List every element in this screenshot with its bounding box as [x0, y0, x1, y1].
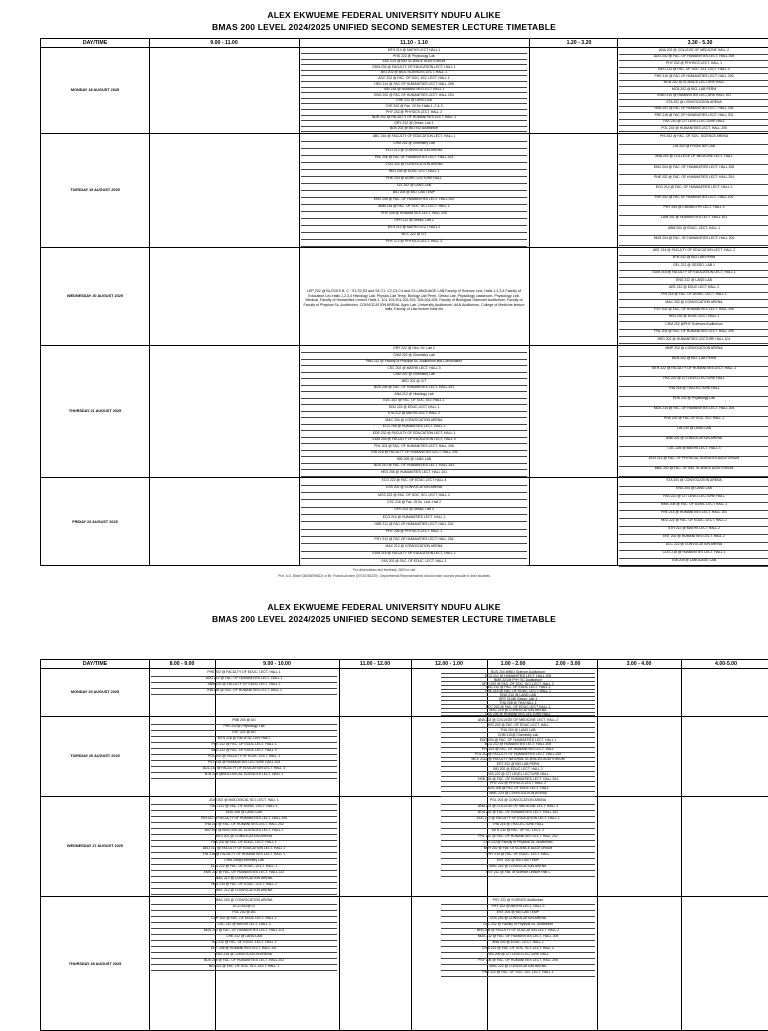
course-entry: CHE 222 @ LANG LAB [301, 98, 527, 104]
course-entry: CPS 222@ Faculty of Physical Sc. Auditorium [441, 840, 595, 847]
course-entry: EDM 216 @ FACULTY OF EDUCATION LECT, HALL 2 [301, 551, 527, 559]
day-label: TUESDAY 26 AUGUST 2025 [70, 754, 120, 758]
course-entry: ENG 210 @ LANG LAB [441, 693, 595, 697]
header-slot-4: 3.30 - 5.30 [687, 40, 713, 46]
page1-header-row [41, 39, 768, 48]
course-entry: CVE 202 @ Fac. Of Sc. Halls 1, 2 & 3 [301, 104, 527, 110]
course-entry: PHS 222 @ Physiology Lab [301, 54, 527, 60]
course-entry: PHS 216 @ FAC OF HUMANITIES LECT. HALL 200 [619, 74, 768, 81]
course-entry: ECO 212 @ HUMANITIES LECT. HALL 205 [441, 674, 595, 678]
course-entry: THA 212 @ FAC. OF HUMANITIES LECT. HALL 202 [151, 822, 337, 829]
course-entry: MTH 222 @ FACULTY OF HUMANITIES LECT. HALL 1 [619, 366, 768, 377]
course-entry: ECO 208 @ HUMANITIES LECT. HALL 1 [301, 424, 527, 431]
course-entry: THA 208 @ THA HALL 1 [441, 701, 595, 705]
course-entry: MTH 232 @ FAC. OF SC. LECT. 2 [441, 828, 595, 835]
course-entry: MTH 202 @ FAC. OF SOC. SCI. LECT. HALL 2 [441, 682, 595, 686]
course-entry: BUS 204 @BIO Science Auditorium [441, 670, 595, 674]
course-entry: GRY 212 @ Gesso, Lab 1 [301, 121, 527, 127]
course-entry: EDM 204 @ FACULTY OF EDUCATION LECT, HALL 3 [301, 437, 527, 444]
course-entry: MTH 214 @ MATHS LECT HALL 1 [301, 48, 527, 54]
course-entry: PSY 222 @ SCIENCE Auditorium [441, 898, 595, 905]
course-entry: PBB 204 @ AG [151, 718, 337, 725]
course-entry: MUS 212 @ FAC. OF HUMANITIES LECT. HALL 205 [441, 934, 595, 941]
course-entry: ACC 202 @ FAC. OF EDUC LECT HALL 1 [441, 705, 595, 709]
course-entry: POL 204 @ CONVOCATION ARENA [441, 798, 595, 805]
course-entry: CIS 202 @ LANG LAB [301, 183, 527, 191]
course-entry: MTH 212 @ MATHS LECT HALL 2 [301, 225, 527, 233]
course-entry: BUS 206 @ FAC. OF HUMANITIES LECT. HALL 201 [301, 385, 527, 392]
course-entry: FAS 222 @ CIT LEVEL LECTURE HALL [619, 494, 768, 503]
course-entry: BUS 210 @ FAC. OF HUMANITIES LECT. HALL 203 [301, 463, 527, 470]
course-entry: THA 218 @ THA LECTURE HALL [619, 386, 768, 397]
course-entry: PHY 212 @ FAC OF HUMANITIES LECT. HALL 204 [301, 537, 527, 545]
course-entry: ZOO 202 @ BIOLOGICAL SCI. LECT. HALL 1 [151, 798, 337, 805]
course-entry: FAS 210 @ CIT LEVEL LECTURE HALL [619, 119, 768, 126]
course-entry: PBY 222 @ FAC. OF SOC. SCI. LECT. HALL 1 [441, 970, 595, 977]
course-entry: EDC 202 @ FAC. OF SOC. SCI. HALL 1 [301, 398, 527, 405]
course-entry: MUS 202 @ FAC. OF HUMANITIES LECT. HALL 101 [151, 928, 337, 935]
course-entry: HSB 212 @ FAC OF HUMANITIES LECT. HALL 202 [301, 522, 527, 530]
course-entry: FRE 214 @ FAC. OF EDUC. LECT. HALL 1 [441, 689, 595, 693]
course-entry: MCB 202 @ BIO. LAB PERM [619, 356, 768, 367]
course-entry: MAC 212 @ CONVOCATION ARENA [151, 876, 337, 883]
course-entry: PHY 272 @ PHYSICS LECT. HALL 3 [301, 239, 527, 247]
course-entry: PHS 202@ Physiology Lab [151, 724, 337, 731]
course-entry: ENG 202 @ FAC OF HUMANITIES LECT. HALL 204 [301, 93, 527, 99]
course-entry: ABM 202 @ EDUC. LECT. HALL 1 [619, 226, 768, 237]
course-entry: ANA 202 @ COLLEGE OF MEDICINE LECT. HALL 2 [441, 718, 595, 723]
course-entry: ENT 202 @ BIO LAB TEMP [441, 858, 595, 865]
course-entry: HSB 204 @ FAC. OF HUMANITIES LECT. HALL 204 [441, 777, 595, 782]
course-entry: LIN 202 @ FRONTIER LAB [619, 144, 768, 155]
course-entry: MAC 212 @ CONVOCATION ARENA [301, 544, 527, 552]
course-entry: ECH 212 @ FAC. OF PHYSICAL SCIENCES AUDITORIUM [619, 456, 768, 467]
course-entry: AED 212 @ FACULTY OF EDUCATION LECT. HALL 1 [151, 846, 337, 853]
page1-subtitle: BMAS 200 LEVEL 2024/2025 UNIFIED SECOND SEMESTER LECTURE TIMETABLE [212, 22, 556, 32]
course-entry: ENT 206 @ HUMANITIES LECT. HALL 101 [151, 946, 337, 953]
day-label: TUESDAY 19 AUGUST 2025 [70, 188, 120, 192]
course-entry: POL 202 @ HUMANITIES LECT. HALL 205 [619, 126, 768, 133]
course-entry: EEE 224 @ BIO SCIENCE AUDITORIUM [301, 59, 527, 65]
course-entry: LIN 220 @ LANG LAB [619, 426, 768, 437]
course-entry: HED 214 @ FAC OF HUMANITIES LECT. HALL 205 [301, 82, 527, 88]
course-entry: PHL 204 @ FAC. OF HUMANITIES LECT. HALL 205 [619, 329, 768, 337]
course-entry: HED 222 @ FAC. OF EDUC. LECT. HALL 2 [619, 518, 768, 527]
header-p2-slot-8: 4.00-5.00 [715, 661, 737, 667]
day-label: THURSDAY 28 AUGUST 2025 [68, 962, 122, 966]
page1-title: ALEX EKWUEME FEDERAL UNIVERSITY NDUFU ALIKE [267, 10, 501, 20]
course-entry: NUR 202 @ FACULTY OF HUMANITIES LECT. HALL 1 [301, 115, 527, 121]
course-entry: POL 202 @ FACULTY OF EDUC LECT. HALL 1 [151, 754, 337, 761]
course-entry: EDT 202 @ BIO LAB PERM [441, 762, 595, 767]
course-entry: PSY 212 @ Fac. of Science Lecture Hall 1 [441, 870, 595, 877]
course-entry: MMP 202 @ CONVOCATION ARENA [619, 346, 768, 357]
course-entry: EMS 212 @ FAC. OF HUMANITIES LECT. HALL 222 [151, 870, 337, 877]
course-entry: ACC 222 @ CONVOCATION ARENA [619, 542, 768, 551]
course-entry: ABM 216 @ FAC. OF SOC. SCI. LECT. HALL 1 [301, 204, 527, 212]
course-entry: BUS 208 @ FAC. OF HUMANITIES LECT. HALL 202 [151, 958, 337, 965]
course-entry: ADL 218 @ FACULTY OF EDUCATION LECT. HALL 3 [151, 766, 337, 773]
day-label: THURSDAY 21 AUGUST 2025 [68, 409, 122, 413]
course-entry: FAS 222 @ CIT LEVEL LECTURE HALL [441, 772, 595, 777]
course-entry: ANA 212 @ Histology Lab [301, 392, 527, 399]
header-p2-slot-4: 12.00 - 1.00 [435, 661, 463, 667]
course-entry: HED 206 @ HUMANITIES LECT. HALL 101 [301, 470, 527, 477]
course-entry: CHM 208@Chemistry Lab [151, 858, 337, 865]
course-entry: IGB 206 @ LANG LAB [301, 457, 527, 464]
course-entry: MCB 202 @ SCIENCE LECTURE HALL [619, 80, 768, 87]
course-entry: PHY 206 @ PHYSICS LECT. HALL 1 [301, 529, 527, 537]
course-entry: BIO 206 @ BIOLOGICAL SCIENCES LECT. HALL 2 [151, 828, 337, 835]
course-entry: EDO 204 @ FAC. OF HUMANITIES LECT. HALL 1 [441, 738, 595, 743]
header-slot-3: 1.20 - 3.20 [566, 40, 592, 46]
course-entry: EDU 222 @ FAC. OF EDUC. LECT. HALL 1 [151, 864, 337, 871]
course-entry: ENT 202 @ AG [151, 730, 337, 737]
course-entry: ECO 222 @ FAC. OF EDUC LECT HALL 4 [301, 478, 527, 486]
course-entry: CSS 202 @ CONVOCATION ARENA [301, 485, 527, 493]
header-slot-1: 9.00 - 11.00 [210, 40, 238, 46]
header-p2-slot-7: 3.00 - 4.00 [626, 661, 652, 667]
course-entry: CSS 206 @ HUMANITIES LECTURE HALL [441, 712, 595, 716]
course-entry: ACC 202 @ FAC. OF SOC. SCI. LECT. HALL 1 [301, 76, 527, 82]
course-entry: MCB 202 @ BIO. LAB PERM [619, 87, 768, 94]
course-entry: HED 234 @ FAC. OF EDUC. LECT. HALL 2 [151, 882, 337, 889]
course-entry: POL 202 @ AG [151, 910, 337, 917]
course-entry: PHI 202 @ FAC. OF HUMANITIES LECT. HALL [441, 747, 595, 752]
course-entry: MAC 202 @ CONVOCATION ARENA [619, 300, 768, 308]
course-entry: ENG 206 @ LANG LAB [151, 810, 337, 817]
course-entry: PHL 212 @ FAC. OF HUMANITIES LECT. HALL 202 [441, 834, 595, 841]
course-entry: FAS 202 @ FAC. OF EDUC. LECT. HALL 1 [151, 840, 337, 847]
course-entry: BUS 202 @ BIO SCI Auditorium [301, 126, 527, 132]
header-p2-slot-6: 2.00 - 3.00 [555, 661, 581, 667]
course-entry: THA 218 @ FAC. OF HUMANITIES LECT. HALL 1 [151, 688, 337, 695]
course-entry: ENG 204 @ LANG LAB [619, 486, 768, 495]
course-entry: EDG 212 @ FACULTY OF EDUCATION LECT. HALL 2 [441, 816, 595, 823]
course-entry: BIO 202 @ BIOL SCIENCES LECT, HALL 1 [301, 70, 527, 76]
course-entry: PHY 222 @ PHYSICS LECT. HALL 2 [441, 781, 595, 786]
course-entry: FAS 222 @ CIT LEVEL LECTURE HALL [619, 376, 768, 387]
course-entry: EDM 216 @ FACULTY OF EDUCATION LECT, HALL 1 [619, 270, 768, 278]
course-entry: PHS 202 @ FAC OF SOC. SCI. HALL 1 [619, 416, 768, 427]
course-entry: HED 204 @ EDUC LECT HALL 1 [301, 169, 527, 177]
course-entry: MCC 2112 @ FACULTY NATURAL SCIENCES AUDITORIUM [441, 757, 595, 762]
header-p2-slot-1: 8.00 - 9.00 [169, 661, 195, 667]
course-entry: MMS 208 @ FAC. OF AGRIC LECT HALL 1 [619, 502, 768, 511]
course-entry: PHY 202 @ MATHS LECT. HALL 3 [441, 904, 595, 911]
header-slot-2: 11.10 - 1.10 [400, 40, 428, 46]
course-entry: CHM 202 @ Chemistry Lab [301, 353, 527, 360]
course-entry: PHI 202 @ FAC. OF SOC. SCIENCE ARENA [619, 134, 768, 145]
course-entry: GRY 222 @ Geo. Sc. Lab 2 [301, 346, 527, 353]
course-entry: BCH 202 @ Fac. Of SCIENCE AUDITORIUM [441, 846, 595, 853]
course-entry: GPH 212 @ Gesso, Lab 2 [301, 218, 527, 226]
course-entry: BED 212 @ FAC. OF SOC. SCI. LECT. HALL 3 [619, 67, 768, 74]
page1-footer-contacts: Prof. A.O. Ekwe (08036099622) or Mr. Francis Anoshe (07034784230) . Departmental Representatives should make courses peculiar to their students [278, 574, 490, 578]
course-entry: FAS 218 @ CONVOCATION ARENA [151, 952, 337, 959]
course-entry: CHM 202 @ Chemistry Lab [301, 141, 527, 149]
course-entry: BEI 202 @ EDUC LECT. HALL 2 [441, 767, 595, 772]
course-entry: PHI 216 @ FAC. OF AGRIC. LECT. HALL 1 [619, 292, 768, 300]
course-entry: HSB 202 @ FAC OF HUMANITIES LECT. HALL 204 [619, 106, 768, 113]
course-entry: HED 202 @ FAC. OF EDUC LECT. HALL [441, 723, 595, 728]
course-entry: MCS 222 @ FAC. OF SOC. SCI. LECT. HALL 2 [301, 493, 527, 501]
course-entry: ANA 202 @ EDUC. LECT. HALL 1 [441, 940, 595, 947]
course-entry: ECO 212 @ CONVOCATION ARENA [301, 148, 527, 156]
day-label: MONDAY 18 AUGUST 2025 [70, 88, 120, 92]
course-entry: THA 216 @ THA LECTURE HALL [441, 822, 595, 829]
course-entry: ENT 202 @ HUMANITIES LECT. HALL 2 [619, 534, 768, 543]
course-entry: PBB 212 @ Faculty of Physical Sc. Auditorium and Convocation [301, 359, 527, 366]
course-entry: ADG 202 @ FAC. OF HUMANITIES LECT. HALL 205 [619, 54, 768, 61]
course-entry: CSC 202 @ MATHS LECT. HALL 3 [301, 366, 527, 373]
course-entry: MAC 212 @ CONVOCATION ARENA [151, 888, 337, 895]
course-entry: ABM 202 @ FACULTY OF EDUC LECT. HALL 2 [151, 682, 337, 689]
course-entry: PSY 206 @ FAC. OF HUMANITIES LECT. HALL 205 [441, 958, 595, 965]
course-entry: CSC 216 @ Fac. Of Sc. Lect. Hall 2 [301, 500, 527, 508]
course-entry: ANB 202 @ CONVOCATION ARENA [619, 436, 768, 447]
course-entry: CHM 222 @ FAC. OF SOC. SCI. LECT. HALL 2 [441, 946, 595, 953]
course-entry: PSY 214 @ FAC. OF EDUC. LECT. HALL [441, 852, 595, 859]
course-entry: PHS 202 @ Physiology Lab [619, 396, 768, 407]
course-entry: COP 202 @ FAC. OF EDUC LECT. HALL 1 [151, 916, 337, 923]
day-label: WEDNESDAY 27 AUGUST 2025 [67, 844, 123, 848]
course-entry: MTH 218 @ Fac of Sc. Lect. Hall 2 [151, 736, 337, 743]
course-entry: AEE 212 @ EDUC LECT HALL 2 [619, 285, 768, 293]
page2-timetable-grid [40, 659, 768, 1031]
course-entry: ISD 212 @ FAC. OF EDUC. LECT. HALL 1 [151, 940, 337, 947]
course-entry: THA 204 @ LANG LAB [441, 728, 595, 733]
course-entry: ANA 202 @ COLLEGE OF MEDICINE HALL 2 [619, 48, 768, 55]
course-entry: BUS 232 @ FAC. OF HUMANITIES LECT. HALL 102 [441, 810, 595, 817]
page2-header-row [41, 660, 768, 669]
page1-footer-note: For observations and feedback, 0803 or call [352, 568, 416, 572]
course-entry: SED 212 @ FAC. OF EDUC LECT. HALL 2 [441, 685, 595, 689]
course-entry: CSC 226 @ MATHS LECT. HALL 3 [619, 446, 768, 457]
day-label: FRIDAY 22 AUGUST 2025 [72, 520, 118, 524]
course-entry: AEE 214 @ FACULTY OF EDUCATION LECT. HALL 2 [619, 248, 768, 256]
course-entry: BED 202 @ CIT [301, 379, 527, 386]
course-entry: CSC 212 @ MATHS LECT. HALL 3 [151, 922, 337, 929]
course-entry: CSS 216 @ CONVOCATION ARENA [441, 916, 595, 923]
course-entry: PHE 202 @ FAC. OF HUMANITIES LECT. HALL 204 [619, 175, 768, 186]
course-entry: BED 222 @ FAC. OF EDUC LECT. HALL 3 [151, 748, 337, 755]
course-entry: MCC 222 @ CIT [301, 232, 527, 240]
course-entry: LAW 201 @ HUMANITIES LECT. HALL 101 [619, 215, 768, 226]
course-entry: GRY 214@ Gesso, Lab 1 [441, 697, 595, 701]
course-entry: STA 202 @ CONVOCATION ARENA [619, 100, 768, 107]
course-entry: BIO 222 @ FAC. OF SOC. SCI. LECT. HALL 1 [151, 964, 337, 971]
page1-timetable-grid [40, 38, 768, 566]
course-entry: EDE 232 @ FACULTY OF EDUCATION LECT, HALL 1 [301, 431, 527, 438]
course-entry: ANA 202 @ COLLEGE OF MEDICINE LECT. HALL [619, 154, 768, 165]
course-entry: PHL 204 @ FAC. OF HUMANITIES LECT. HALL 206 [301, 444, 527, 451]
course-entry: ADG 212 @ FAC. OF HUMANITIES LECT. HALL 1 [151, 676, 337, 683]
page2-subtitle: BMAS 200 LEVEL 2024/2025 UNIFIED SECOND SEMESTER LECTURE TIMETABLE [212, 614, 556, 624]
course-entry: BTB 202 @ BIO LAB PERM [619, 255, 768, 263]
course-entry: ENT 204 @ BIO LAB TEMP [441, 910, 595, 917]
course-entry: CHM 202 @PHY Sciences Auditorium [619, 322, 768, 330]
course-entry: MAC 204 @ CONVOCATION ARENA [151, 898, 337, 905]
course-entry: BEB 208 @ FACULTY OF EDUCATION LECT. HALL 2 [441, 928, 595, 935]
course-entry: PIN 222 @ FACULTY OF HUMANITIES LECT. HALL 205 [151, 816, 337, 823]
course-entry: HED 202 @ EDUC LECT HALL 1 [619, 314, 768, 322]
course-entry: STH 212 @ MATHS LECT HALL 2 [619, 526, 768, 535]
course-entry: POL 202@ FACULTY OF HUMANITIES LECT. HALL 205 [441, 752, 595, 757]
course-entry: PHY 202 @ PHYSICS LECT. HALL 1 [619, 61, 768, 68]
course-entry: MBC 202 @ FAC. OF BIO. SCIENCE AUDITORIUM [619, 466, 768, 477]
course-entry: MAC 218 @ CONVOCATION ARENA [441, 708, 595, 712]
course-entry: PHY 242 @ PHYSICS LECT. HALL 2 [301, 110, 527, 116]
header-daytime: DAY/TIME [82, 40, 108, 46]
course-entry: IGB 208 @ LANGUAGE LAB [619, 558, 768, 567]
course-entry: PSY 218 @ HUMANITIES LECTURE HALL 203 [151, 760, 337, 767]
course-entry: FRE 214 @ HUMANITIES LECT. HALL 101 [619, 510, 768, 519]
course-entry: ENG 206 @ FAC. OF HUMANITIES LECT. HALL 202 [301, 197, 527, 205]
course-entry: CHE 212 @ LANG LAB [151, 934, 337, 941]
course-entry: ENG 212 @ LANG LAB [619, 278, 768, 286]
course-entry: IGB 218 @ HUMANITIES LECT HALL 1 [301, 87, 527, 93]
course-entry: BCO 212 @ HUMANITIES LECT. HALL 205 [441, 742, 595, 747]
course-entry: MMC 224 @ CONVOCATION ARENA [441, 791, 595, 796]
course-entry: FRE 218 @ FAC OF HUMANITIES LECT. HALL 201 [619, 113, 768, 120]
course-entry: MAC 222 @ CONVOCATION ARENA [441, 964, 595, 971]
course-entry: FAS 202 @ FAC. OF EDUC. LECT. HALL 1 [301, 559, 527, 567]
course-entry: ECO 216 @ HUMANITIES LECT. HALL 1 [301, 515, 527, 523]
course-entry: EDU 222 @ EDUC LECT HALL 1 [301, 405, 527, 412]
course-entry: FAS 206 @ CIT LEVEL LECTURE HALL [441, 952, 595, 959]
course-entry: ECO 214 @ FAC. OF HUMANITIES LECT. HALL 1 [619, 185, 768, 196]
course-entry: EES 202 @ CONVOCATION ARENA [151, 834, 337, 841]
course-entry: GED 212 @ FAC. OF AGRIC. LECT. HALL 1 [151, 804, 337, 811]
course-entry: ABC 216 @ FACULTY OF EDUCATION LECT, HALL 1 [301, 134, 527, 142]
course-entry: CHM 202 @ Chemistry Lab [301, 372, 527, 379]
course-entry: GPH 202 @ Gesso, Lab 3 [301, 507, 527, 515]
course-entry: IGBO 210 @ HUMANITIES LECTURE HALL 101 [619, 93, 768, 100]
course-entry: FRE 202 @ FAC OF HUMANITIES LECT. HALL 201 [619, 195, 768, 206]
header-p2-slot-3: 11.00 - 12.00 [359, 661, 391, 667]
course-entry: PHL 206 @ FAC OF HUMANITIES LECT. HALL 203 [301, 155, 527, 163]
course-entry: STA 204 @ CONVOCATION ARENA [619, 478, 768, 487]
header-daytime-2: DAY/TIME [82, 661, 108, 667]
course-entry: PHE 212 @ FAC. OF EDUC LECT. HALL 1 [151, 742, 337, 749]
course-entry: CSC 202 @ Faculty of Physical Sc. Auditorium [441, 922, 595, 929]
course-entry: PSY 202 @ FAC. OF HUMANITIES LECT. HALL 205 [619, 307, 768, 315]
course-entry: THA 216 @ FACULTY OF HUMANITIES LECT. HALL 205 [301, 450, 527, 457]
course-entry: COO 218 @ HUMANITIES LECT. HALL 1 [619, 550, 768, 559]
course-entry: HED 202 @ HUMANITIES LECTURE HALL 101 [619, 337, 768, 345]
course-entry: EDM 232 @ FACULTY OF EDUCATION LECT, HALL 1 [301, 65, 527, 71]
header-p2-slot-2: 9.00 - 10.00 [263, 661, 291, 667]
course-entry: BIO 208 @ BIO. LAB TEMP [301, 190, 527, 198]
course-entry: ANA 202 @ COLLEGE OF MEDICINE LECT. HALL 3 [441, 804, 595, 811]
course-entry: MAC 202 @ CONVOCATION ARENA [441, 864, 595, 871]
course-entry: MAC 204 @ CONVOCATION ARENA [301, 418, 527, 425]
course-entry: COO 202 @ CONVOCATION ARENA [301, 162, 527, 170]
course-entry: BMS 221@ PHY SC Auditorium [441, 678, 595, 682]
course-entry: FIN 218 @ FACULTY OF HUMANITIES LECT. HALL 1 [151, 852, 337, 859]
course-entry: MUS 214 @ FAC. OF HUMANITIES LECT. HALL 204 [619, 406, 768, 417]
course-entry: PHY 206 @ HUMANITIES LECT. HALL 205 [301, 211, 527, 219]
course-entry: BTB 208 @BIOLOGICAL SCIENCES LECT. HALL 1 [151, 772, 337, 779]
course-entry: CHM 210@ Chemistry Lab [441, 733, 595, 738]
header-p2-slot-5: 1.00 - 2.00 [500, 661, 526, 667]
course-entry: GEL 212 @ GESSO, LAB 1 [619, 263, 768, 271]
day-label: MONDAY 25 AUGUST 2025 [70, 690, 120, 694]
course-entry: PHS 202 @ FACULTY OF EDUC. LECT. HALL 1 [151, 670, 337, 677]
course-entry: ADG 206 @ FAC OF EDUC LECT. HALL [441, 786, 595, 791]
day-label: WEDNESDAY 20 AUGUST 2025 [67, 294, 123, 298]
course-entry: PHY 204 @ CHEMISTRY LECT. HALL 3 [619, 205, 768, 216]
wednesday-venues-note: LEP 202 @ BLOCKS B, C : S1,S2,S3 and S4 C1, C2,C3,C4 and C5 LANGUAGE LAB,Faculty of Science Lect. Halls 1,2,3,4 Faculty of Education Lec.Halls 1,2,3,4 Histology Lab, Physics Lab Temp, Biology Lab Perm, Gesso Lab, Physiology classroom, Physiology Lab, Medical, Faculty of Humanities Lecture Halls 1, 101,103,201,202,203, 205,204,205, Faculty of Biological Sciences Auditorium, Faculty of Faculty of Physical Sc. Auditorium, CONVOCATION ARENA, Agric Lab, University Auditorium, AAN Auditorium, College of Medicine lecture halls, Faculty of Law lecture halls etc [303, 289, 525, 312]
course-entry: PHE 204 @ AGRIC LECTURE HALL [301, 176, 527, 184]
page2-title: ALEX EKWUEME FEDERAL UNIVERSITY NDUFU ALIKE [267, 602, 501, 612]
course-entry: STA 212 @ MATHS LECT. HALL 2 [301, 411, 527, 418]
course-entry: MUS 204 @ FAC. OF HUMANITIES LECT. HALL 204 [619, 236, 768, 247]
course-entry: ECO 202@ CI [151, 904, 337, 911]
course-entry: ENG 204 @ FAC. OF HUMANITIES LECT. HALL 205 [619, 165, 768, 176]
